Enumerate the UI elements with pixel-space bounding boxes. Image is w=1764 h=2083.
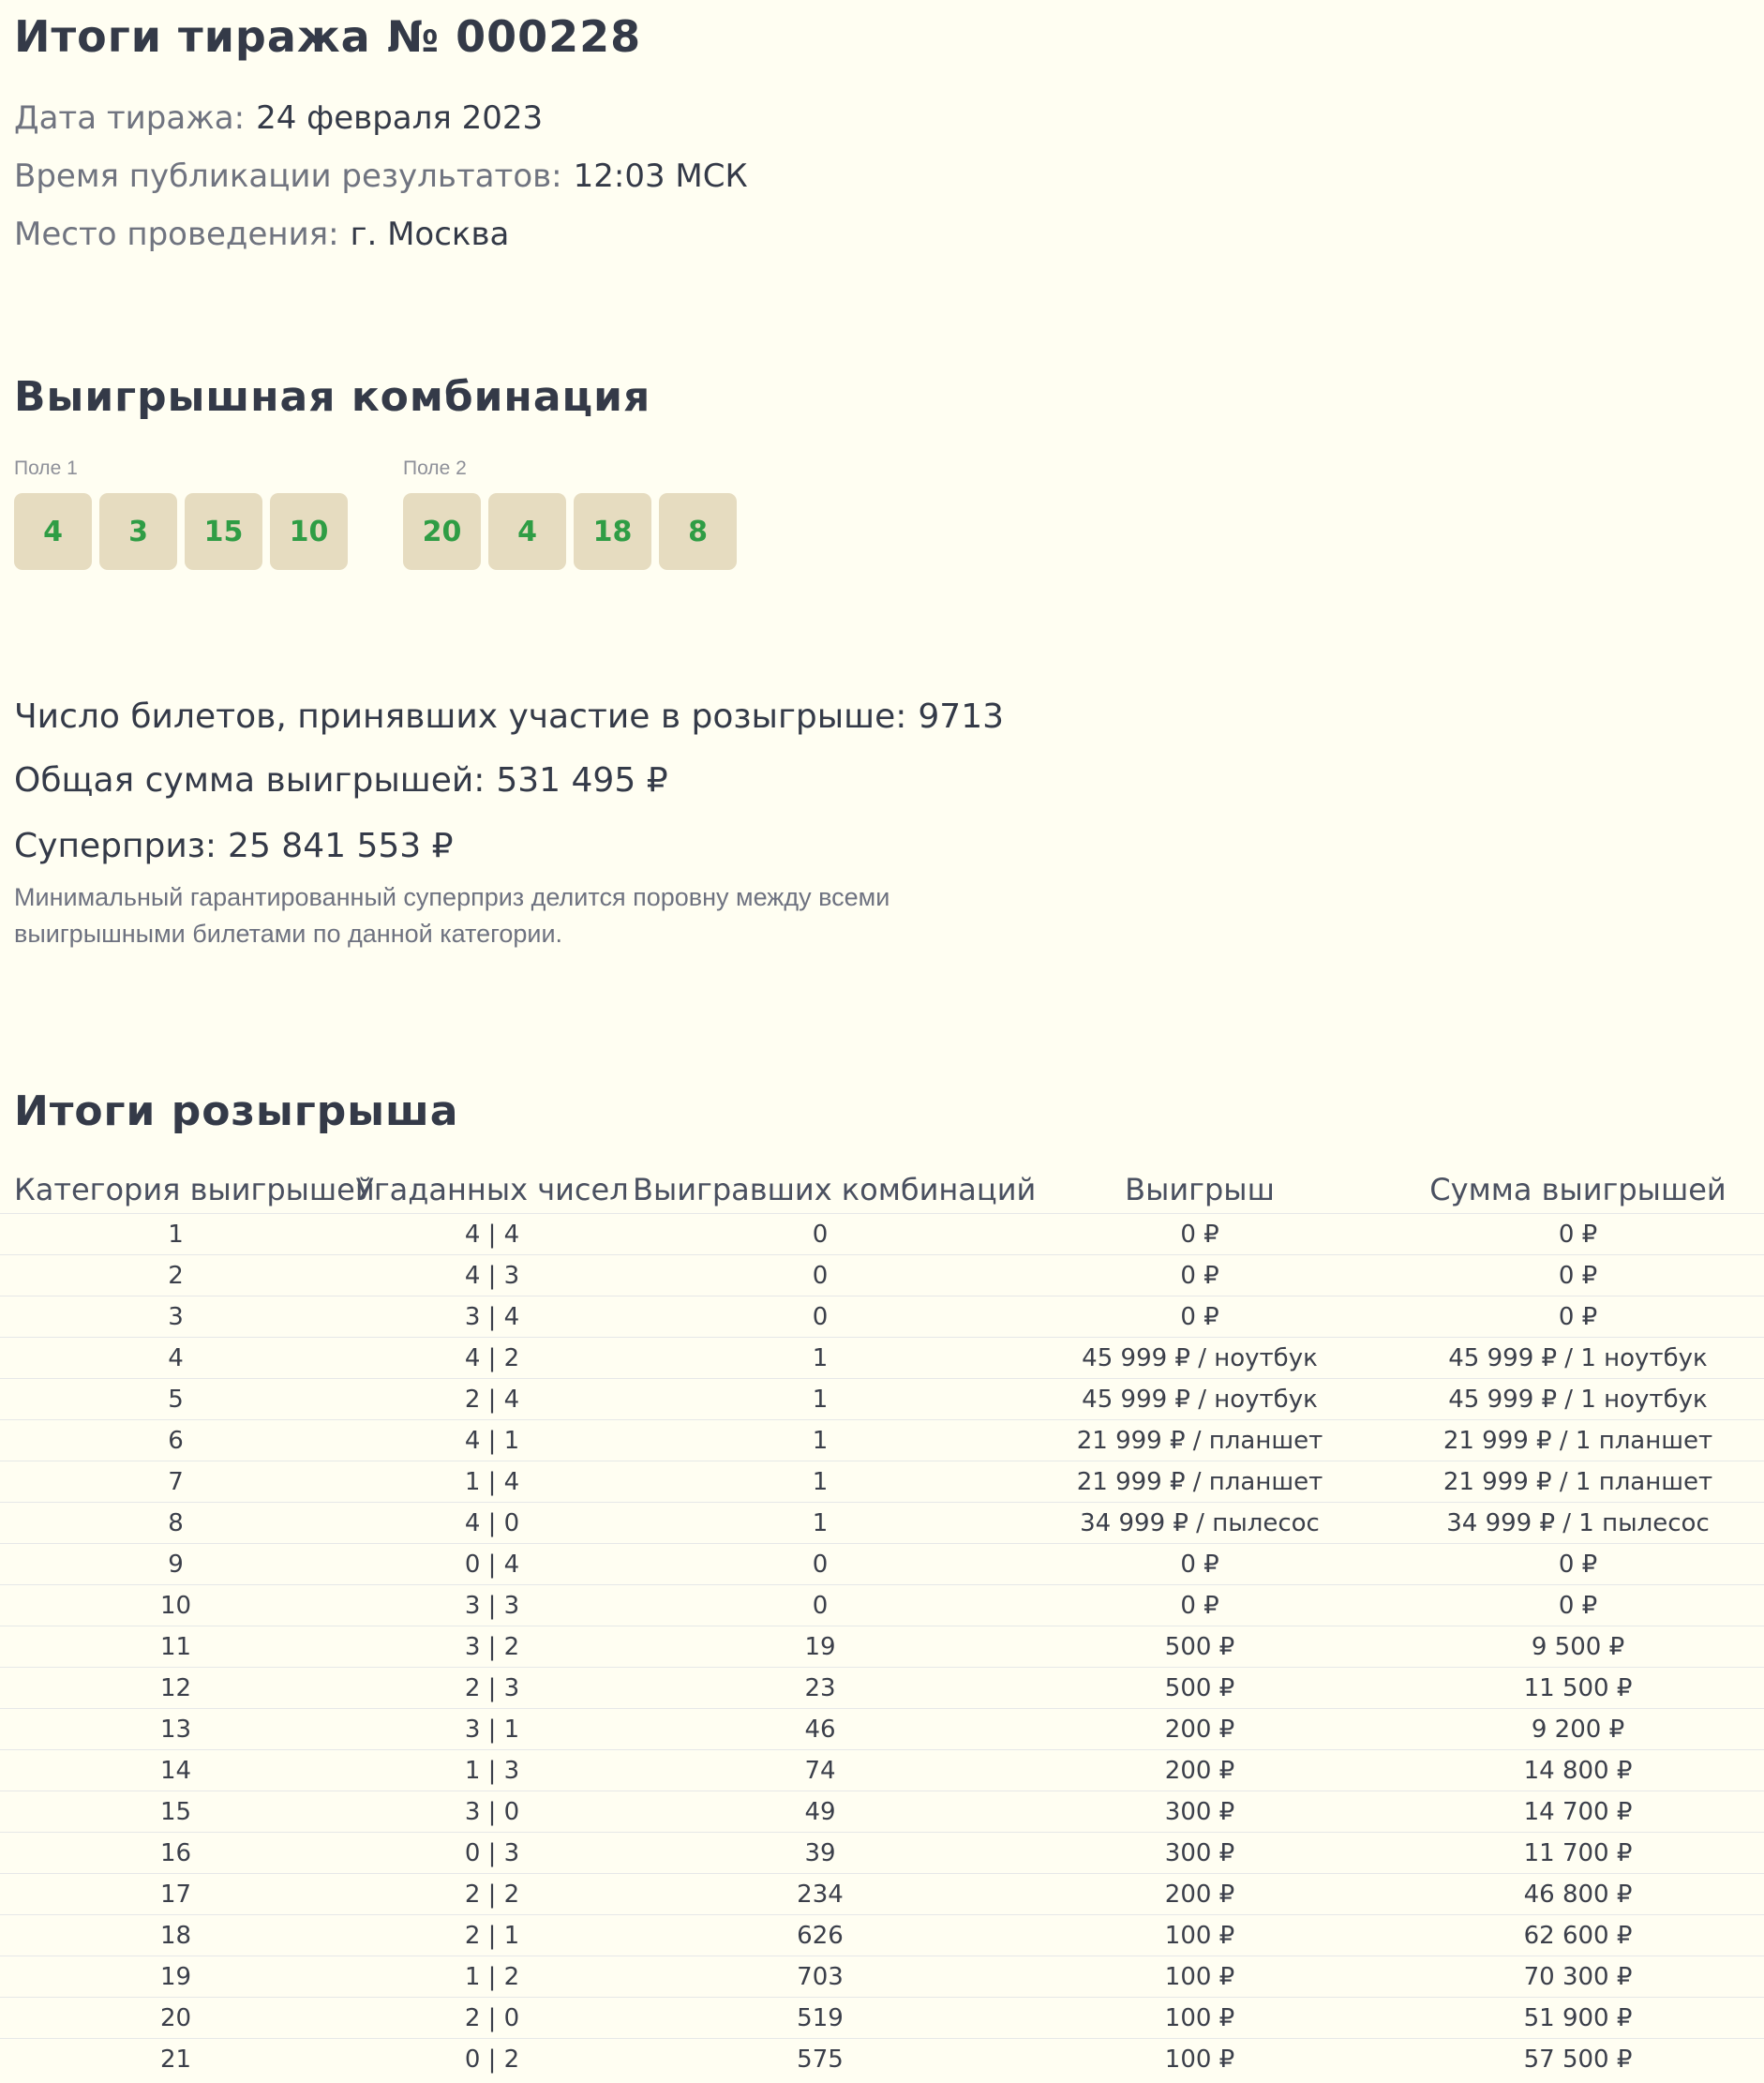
cell-winning-combinations: 49 [633, 1791, 1008, 1833]
cell-category: 17 [0, 1874, 351, 1915]
field1-label: Поле 1 [14, 457, 78, 479]
cell-prize-total: 9 500 ₽ [1392, 1626, 1764, 1668]
cell-prize-total: 14 800 ₽ [1392, 1750, 1764, 1791]
table-row [0, 1503, 1764, 1544]
table-row [0, 1544, 1764, 1585]
cell-winning-combinations: 0 [633, 1296, 1008, 1338]
cell-prize-total: 51 900 ₽ [1392, 1998, 1764, 2039]
cell-prize-total: 70 300 ₽ [1392, 1956, 1764, 1998]
table-row [0, 1338, 1764, 1379]
table-header-row [0, 1166, 1764, 1214]
cell-guessed: 3 | 1 [351, 1709, 633, 1750]
draw-date-value: 24 февраля 2023 [256, 99, 544, 137]
cell-prize: 300 ₽ [1008, 1833, 1392, 1874]
header-prize-total: Сумма выигрышей [1429, 1172, 1727, 1207]
cell-prize-total: 46 800 ₽ [1392, 1874, 1764, 1915]
cell-category: 18 [0, 1915, 351, 1956]
cell-guessed: 2 | 2 [351, 1874, 633, 1915]
cell-winning-combinations: 0 [633, 1585, 1008, 1626]
cell-winning-combinations: 39 [633, 1833, 1008, 1874]
cell-guessed: 1 | 2 [351, 1956, 633, 1998]
table-row [0, 1874, 1764, 1915]
cell-guessed: 1 | 4 [351, 1461, 633, 1503]
place-label: Место проведения: [14, 216, 339, 253]
cell-prize-total: 0 ₽ [1392, 1544, 1764, 1585]
table-row [0, 1214, 1764, 1255]
results-body [0, 1214, 1764, 2080]
table-row [0, 1461, 1764, 1503]
ball: 20 [403, 493, 481, 570]
cell-prize-total: 21 999 ₽ / 1 планшет [1392, 1420, 1764, 1461]
cell-guessed: 3 | 2 [351, 1626, 633, 1668]
cell-prize-total: 14 700 ₽ [1392, 1791, 1764, 1833]
table-row [0, 1709, 1764, 1750]
cell-category: 12 [0, 1668, 351, 1709]
cell-prize: 0 ₽ [1008, 1255, 1392, 1296]
cell-winning-combinations: 1 [633, 1379, 1008, 1420]
cell-category: 21 [0, 2039, 351, 2080]
cell-category: 5 [0, 1379, 351, 1420]
header-winning-combinations: Выигравших комбинаций [633, 1172, 1037, 1207]
cell-winning-combinations: 626 [633, 1915, 1008, 1956]
cell-guessed: 4 | 4 [351, 1214, 633, 1255]
superprize-note: Минимальный гарантированный суперприз делится поровну между всеми выигрышными билетами по данной категории. [14, 883, 890, 948]
cell-prize: 100 ₽ [1008, 1998, 1392, 2039]
cell-category: 9 [0, 1544, 351, 1585]
cell-guessed: 2 | 3 [351, 1668, 633, 1709]
publish-time-value: 12:03 МСК [573, 157, 748, 195]
ball: 15 [185, 493, 262, 570]
cell-winning-combinations: 46 [633, 1709, 1008, 1750]
cell-guessed: 2 | 4 [351, 1379, 633, 1420]
cell-guessed: 3 | 3 [351, 1585, 633, 1626]
cell-category: 13 [0, 1709, 351, 1750]
cell-prize: 0 ₽ [1008, 1544, 1392, 1585]
publish-time-label: Время публикации результатов: [14, 157, 562, 195]
place-value: г. Москва [350, 216, 510, 253]
cell-guessed: 4 | 0 [351, 1503, 633, 1544]
cell-category: 2 [0, 1255, 351, 1296]
cell-guessed: 0 | 3 [351, 1833, 633, 1874]
tickets-value: 9713 [918, 697, 1005, 736]
table-row [0, 1791, 1764, 1833]
cell-prize: 500 ₽ [1008, 1626, 1392, 1668]
table-row [0, 1626, 1764, 1668]
cell-prize-total: 0 ₽ [1392, 1296, 1764, 1338]
table-row [0, 1833, 1764, 1874]
cell-prize: 100 ₽ [1008, 1956, 1392, 1998]
table-row [0, 2039, 1764, 2080]
cell-category: 6 [0, 1420, 351, 1461]
cell-prize-total: 62 600 ₽ [1392, 1915, 1764, 1956]
cell-winning-combinations: 519 [633, 1998, 1008, 2039]
cell-winning-combinations: 703 [633, 1956, 1008, 1998]
cell-prize-total: 57 500 ₽ [1392, 2039, 1764, 2080]
ball: 4 [488, 493, 566, 570]
cell-winning-combinations: 0 [633, 1255, 1008, 1296]
table-row [0, 1296, 1764, 1338]
cell-category: 4 [0, 1338, 351, 1379]
winning-combination-title: Выигрышная комбинация [14, 373, 651, 421]
cell-guessed: 3 | 4 [351, 1296, 633, 1338]
cell-category: 10 [0, 1585, 351, 1626]
field2-label: Поле 2 [403, 457, 467, 479]
table-row [0, 1420, 1764, 1461]
cell-prize: 100 ₽ [1008, 2039, 1392, 2080]
cell-prize: 34 999 ₽ / пылесос [1008, 1503, 1392, 1544]
header-guessed: Угаданных чисел [355, 1172, 629, 1207]
place-line [14, 216, 509, 253]
ball: 10 [270, 493, 348, 570]
cell-category: 11 [0, 1626, 351, 1668]
field2-balls [403, 493, 737, 570]
publish-time-line [14, 157, 748, 195]
cell-prize: 0 ₽ [1008, 1296, 1392, 1338]
cell-prize: 0 ₽ [1008, 1585, 1392, 1626]
total-line [14, 761, 668, 800]
cell-prize: 100 ₽ [1008, 1915, 1392, 1956]
cell-winning-combinations: 1 [633, 1461, 1008, 1503]
cell-guessed: 0 | 4 [351, 1544, 633, 1585]
cell-prize: 21 999 ₽ / планшет [1008, 1461, 1392, 1503]
cell-guessed: 2 | 0 [351, 1998, 633, 2039]
cell-prize-total: 11 700 ₽ [1392, 1833, 1764, 1874]
cell-winning-combinations: 74 [633, 1750, 1008, 1791]
ball: 18 [574, 493, 651, 570]
ball: 4 [14, 493, 92, 570]
cell-category: 7 [0, 1461, 351, 1503]
table-row [0, 1915, 1764, 1956]
draw-date-line [14, 99, 543, 137]
cell-winning-combinations: 0 [633, 1544, 1008, 1585]
cell-category: 8 [0, 1503, 351, 1544]
cell-winning-combinations: 575 [633, 2039, 1008, 2080]
ball: 8 [659, 493, 737, 570]
cell-guessed: 4 | 2 [351, 1338, 633, 1379]
results-title: Итоги розыгрыша [14, 1087, 459, 1135]
page-title: Итоги тиража № 000228 [14, 11, 642, 62]
cell-guessed: 4 | 3 [351, 1255, 633, 1296]
cell-prize-total: 45 999 ₽ / 1 ноутбук [1392, 1379, 1764, 1420]
cell-winning-combinations: 234 [633, 1874, 1008, 1915]
cell-category: 19 [0, 1956, 351, 1998]
table-row [0, 1750, 1764, 1791]
superprize-value: 25 841 553 ₽ [228, 827, 454, 865]
cell-category: 20 [0, 1998, 351, 2039]
cell-prize: 300 ₽ [1008, 1791, 1392, 1833]
table-row [0, 1379, 1764, 1420]
cell-guessed: 0 | 2 [351, 2039, 633, 2080]
cell-prize: 45 999 ₽ / ноутбук [1008, 1338, 1392, 1379]
tickets-line [14, 697, 1004, 736]
cell-prize: 0 ₽ [1008, 1214, 1392, 1255]
field1-balls [14, 493, 348, 570]
total-value: 531 495 ₽ [496, 761, 668, 800]
table-row [0, 1585, 1764, 1626]
cell-category: 3 [0, 1296, 351, 1338]
table-row [0, 1668, 1764, 1709]
results-table [0, 1166, 1764, 2079]
cell-winning-combinations: 23 [633, 1668, 1008, 1709]
cell-prize: 45 999 ₽ / ноутбук [1008, 1379, 1392, 1420]
ball: 3 [99, 493, 177, 570]
cell-category: 16 [0, 1833, 351, 1874]
cell-winning-combinations: 19 [633, 1626, 1008, 1668]
header-category: Категория выигрышей [14, 1172, 375, 1207]
cell-winning-combinations: 1 [633, 1420, 1008, 1461]
total-label: Общая сумма выигрышей: [14, 761, 486, 800]
cell-prize: 500 ₽ [1008, 1668, 1392, 1709]
cell-prize: 200 ₽ [1008, 1874, 1392, 1915]
cell-prize-total: 21 999 ₽ / 1 планшет [1392, 1461, 1764, 1503]
cell-winning-combinations: 1 [633, 1338, 1008, 1379]
draw-date-label: Дата тиража: [14, 99, 246, 137]
cell-guessed: 4 | 1 [351, 1420, 633, 1461]
cell-prize-total: 45 999 ₽ / 1 ноутбук [1392, 1338, 1764, 1379]
cell-guessed: 1 | 3 [351, 1750, 633, 1791]
cell-prize: 21 999 ₽ / планшет [1008, 1420, 1392, 1461]
cell-prize-total: 0 ₽ [1392, 1585, 1764, 1626]
cell-prize-total: 11 500 ₽ [1392, 1668, 1764, 1709]
tickets-label: Число билетов, принявших участие в розыгрыше: [14, 697, 907, 736]
superprize-line [14, 827, 454, 865]
cell-category: 1 [0, 1214, 351, 1255]
cell-prize: 200 ₽ [1008, 1709, 1392, 1750]
cell-prize-total: 0 ₽ [1392, 1214, 1764, 1255]
table-row [0, 1255, 1764, 1296]
cell-winning-combinations: 0 [633, 1214, 1008, 1255]
cell-winning-combinations: 1 [633, 1503, 1008, 1544]
cell-prize-total: 9 200 ₽ [1392, 1709, 1764, 1750]
cell-guessed: 2 | 1 [351, 1915, 633, 1956]
cell-guessed: 3 | 0 [351, 1791, 633, 1833]
header-prize: Выигрыш [1125, 1172, 1275, 1207]
table-row [0, 1956, 1764, 1998]
cell-prize: 200 ₽ [1008, 1750, 1392, 1791]
table-row [0, 1998, 1764, 2039]
cell-prize-total: 0 ₽ [1392, 1255, 1764, 1296]
cell-category: 14 [0, 1750, 351, 1791]
cell-category: 15 [0, 1791, 351, 1833]
cell-prize-total: 34 999 ₽ / 1 пылесос [1392, 1503, 1764, 1544]
superprize-label: Суперприз: [14, 827, 217, 865]
